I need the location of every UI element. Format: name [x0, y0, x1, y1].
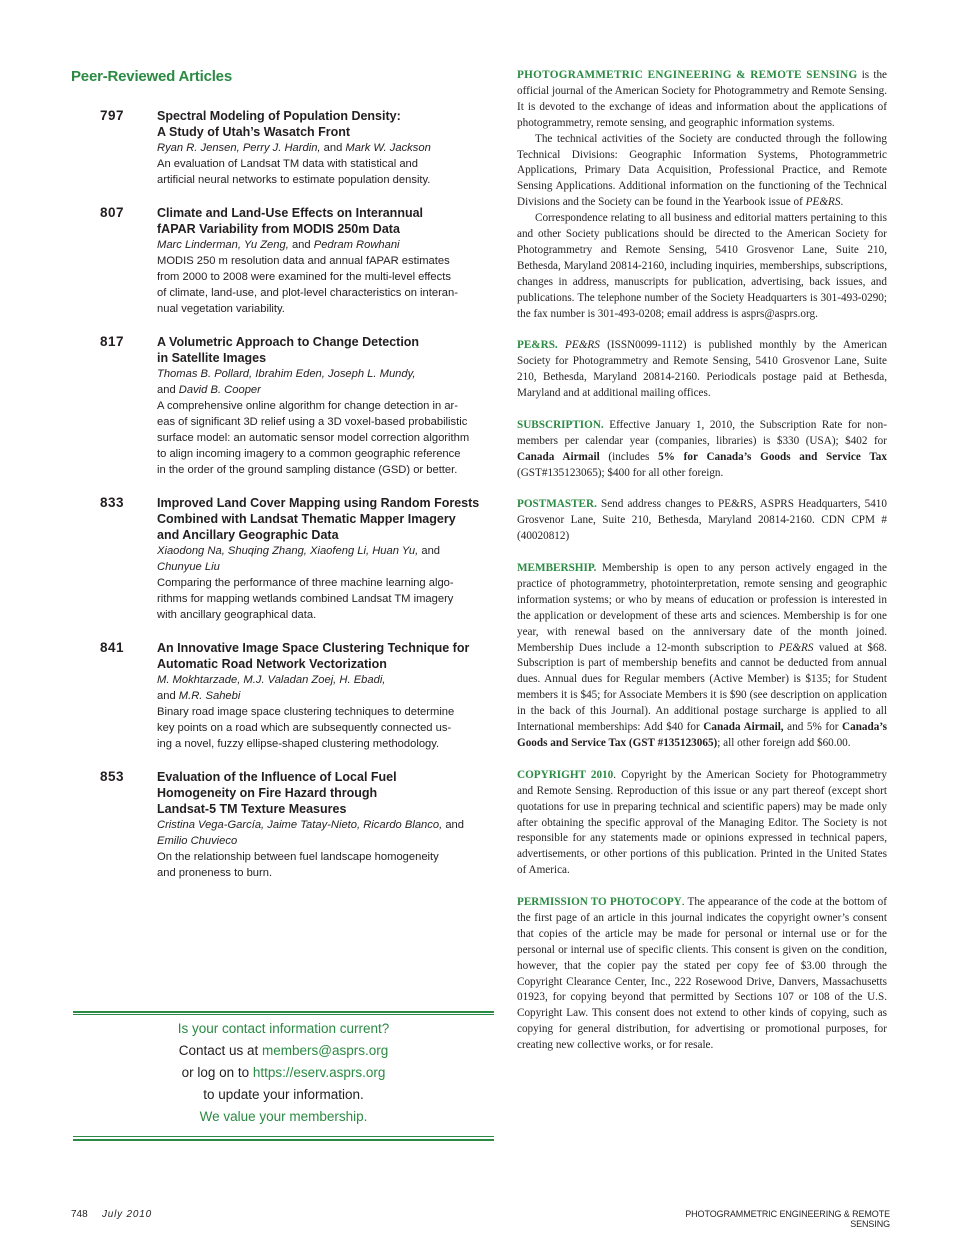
- article-title[interactable]: Spectral Modeling of Population Density: A Study of Utah’s Wasatch Front: [157, 109, 401, 139]
- article-797: [100, 108, 495, 188]
- photocopy-info: PERMISSION TO PHOTOCOPY. The appearance of the code at the bottom of the first page of an article in this journal indicates the copyright owner’s consent that copies of the article may be made for personal or internal use or for the personal or internal use of specific clients. This consent is given on the condition, however, that the copier pay the stated per copy fee of $3.00 through the Copyright Clearance Center, Inc., 222 Rosewood Drive, Danvers, Massachusetts 01923, for copying beyond that permitted by Sections 107 or 108 of the U.S. Copyright Law. This consent does not extend to other kinds of copying, such as copying for general distribution, for advertising or promotional purposes, for creating new collective works, or for resale.: [517, 896, 887, 1052]
- box-rule: [73, 1136, 494, 1137]
- article-page-number: 817: [100, 334, 125, 349]
- article-list: [100, 108, 495, 881]
- article-authors: Marc Linderman, Yu Zeng, and Pedram Rowhani: [157, 239, 400, 251]
- article-page-number: 853: [100, 769, 125, 784]
- pers-heading: PE&RS.: [517, 339, 558, 352]
- page-number: 748: [71, 1209, 88, 1220]
- article-title[interactable]: Climate and Land-Use Effects on Interannual fAPAR Variability from MODIS 250m Data: [157, 206, 424, 236]
- article-authors: Ryan R. Jensen, Perry J. Hardin, and Mark W. Jackson: [157, 142, 431, 154]
- box-rule: [73, 1014, 494, 1015]
- contact-update-line: to update your information.: [203, 1087, 364, 1102]
- contact-info-box: [73, 1010, 494, 1141]
- article-abstract: A comprehensive online algorithm for change detection in ar- eas of significant 3D relief using a 3D voxel-based probabilistic surface model: an automatic sensor model correction algorithm to align incoming imagery to a common geographic reference in the order of the ground sampling distance (GSD) or better.: [157, 400, 470, 476]
- box-rule: [73, 1011, 494, 1013]
- eserv-link[interactable]: https://eserv.asprs.org: [252, 1065, 386, 1080]
- article-page-number: 833: [100, 495, 125, 510]
- copyright-heading: COPYRIGHT 2010: [517, 768, 614, 781]
- masthead-column: [517, 68, 887, 1054]
- article-abstract: On the relationship between fuel landscape homogeneity and proneness to burn.: [157, 851, 439, 879]
- article-page-number: 797: [100, 108, 125, 123]
- article-abstract: Comparing the performance of three machine learning algo- rithms for mapping wetlands combined Landsat TM imagery with ancillary geographical data.: [157, 577, 454, 621]
- article-page-number: 841: [100, 640, 125, 655]
- postmaster-info: POSTMASTER. Send address changes to PE&RS, ASPRS Headquarters, 5410 Grosvenor Lane, Suite 210, Bethesda, Maryland 20814-2160. CDN CPM #(40020812): [517, 498, 887, 543]
- article-817: [100, 334, 495, 478]
- contact-value-line: We value your membership.: [199, 1109, 368, 1124]
- article-title[interactable]: An Innovative Image Space Clustering Technique for Automatic Road Network Vectorization: [157, 641, 470, 671]
- membership-heading: MEMBERSHIP.: [517, 562, 597, 575]
- article-authors: Cristina Vega-García, Jaime Tatay-Nieto, Ricardo Blanco, and Emilio Chuvieco: [157, 819, 464, 847]
- article-807: [100, 205, 495, 317]
- article-authors: Xiaodong Na, Shuqing Zhang, Xiaofeng Li, Huan Yu, and Chunyue Liu: [157, 545, 441, 573]
- article-page-number: 807: [100, 205, 125, 220]
- article-841: [100, 640, 495, 752]
- journal-intro: PHOTOGRAMMETRIC ENGINEERING & REMOTE SENSING is the official journal of the American Society for Photogrammetry and Remote Sensing. It is devoted to the exchange of ideas and information about the applications of photogrammetry, remote sensing, and geographic information systems.: [517, 69, 887, 129]
- journal-heading: PHOTOGRAMMETRIC ENGINEERING & REMOTE SENSING: [517, 69, 858, 81]
- issue-date: July 2010: [102, 1209, 153, 1220]
- contact-email-line: Contact us at members@asprs.org: [178, 1043, 389, 1058]
- correspondence: Correspondence relating to all business and editorial matters pertaining to this and other Society publications should be directed to the American Society for Photogrammetry and Remote Sensing, 5410 Grosvenor Lane, Suite 210, Bethesda, Maryland 20814-2160, including inquiries, memberships, subscriptions, changes in address, manuscripts for publication, advertising, back issues, and publications. The telephone number of the Society Headquarters is 301-493-0290; the fax number is 301-493-0208; email address is asprs@asprs.org.: [517, 212, 887, 320]
- article-authors: M. Mokhtarzade, M.J. Valadan Zoej, H. Ebadi, and M.R. Sahebi: [157, 674, 386, 702]
- subscription-info: SUBSCRIPTION. Effective January 1, 2010, the Subscription Rate for non-members per calendar year (companies, libraries) is $330 (USA); $402 for Canada Airmail (includes 5% for Canada’s Goods and Service Tax (GST#135123065); $400 for all other foreign.: [517, 418, 887, 479]
- article-853: [100, 769, 495, 881]
- article-abstract: MODIS 250 m resolution data and annual fAPAR estimates from 2000 to 2008 were examined for the multi-level effects of climate, land-use, and plot-level characteristics on interan- nual vegetation variability.: [157, 255, 458, 315]
- pers-info: PE&RS. PE&RS (ISSN0099-1112) is published monthly by the American Society for Photogrammetry and Remote Sensing, 5410 Grosvenor Lane, Suite 210, Bethesda, Maryland 20814-2160. Periodicals postage paid at Bethesda, Maryland and at additional mailing offices.: [517, 339, 888, 400]
- article-abstract: An evaluation of Landsat TM data with statistical and artificial neural networks to estimate population density.: [157, 158, 431, 186]
- contact-url-line: or log on to https://eserv.asprs.org: [181, 1065, 386, 1080]
- running-footer: PHOTOGRAMMETRIC ENGINEERING & REMOTE SENSING: [685, 1209, 890, 1229]
- article-abstract: Binary road image space clustering techniques to determine key points on a road which are subsequently connected us- ing a novel, fuzzy ellipse-shaped clustering methodology.: [157, 706, 455, 750]
- box-rule: [73, 1139, 494, 1141]
- photocopy-heading: PERMISSION TO PHOTOCOPY: [517, 896, 682, 909]
- article-title[interactable]: Improved Land Cover Mapping using Random Forests Combined with Landsat Thematic Mapper Imagery and Ancillary Geographic Data: [157, 496, 480, 542]
- membership-info: MEMBERSHIP. Membership is open to any person actively engaged in the practice of photogrammetry, photointerpretation, remote sensing and geographic information systems; or who by means of education or profession is interested in the application or development of these arts and sciences. Membership is for one year, with renewal based on the anniversary date of the month joined. Membership Dues include a 12-month subscription to PE&RS valued at $68. Subscription is part of membership benefits and cannot be deducted from annual dues. Annual dues for Regular members (Active Member) is $135; for Student members it is $45; for Associate Members it is $90 (see description on application in the back of this Journal). An additional postage surcharge is applied to all International memberships: Add $40 for Canada Airmail, and 5% for Canada’s Goods and Service Tax (GST #135123065); all other foreign add $60.00.: [517, 562, 887, 749]
- section-title: Peer-Reviewed Articles: [71, 68, 232, 85]
- copyright-info: COPYRIGHT 2010. Copyright by the American Society for Photogrammetry and Remote Sensing. Reproduction of this issue or any part thereof (except short quotations for use in preparing technical and scientific papers) may be made only after obtaining the specific approval of the Managing Editor. The Society is not responsible for any statements made or opinions expressed in technical papers, advertisements, or other portions of this publication. Printed in the United States of America.: [517, 768, 887, 877]
- postmaster-heading: POSTMASTER.: [517, 498, 597, 511]
- technical-divisions: The technical activities of the Society are conducted through the following Technical Divisions: Geographic Information Systems, Photogrammetric Applications, Primary Data Acquisition, Professional Practice, and Remote Sensing Applications. Additional information on the functioning of the Technical Divisions and the Society can be found in the Yearbook issue of PE&RS.: [517, 132, 887, 209]
- article-title[interactable]: A Volumetric Approach to Change Detection in Satellite Images: [157, 335, 420, 365]
- article-authors: Thomas B. Pollard, Ibrahim Eden, Joseph L. Mundy, and David B. Cooper: [157, 368, 416, 396]
- members-email-link[interactable]: members@asprs.org: [262, 1043, 389, 1058]
- article-title[interactable]: Evaluation of the Influence of Local Fuel Homogeneity on Fire Hazard through Landsat-5 TM Texture Measures: [157, 770, 397, 816]
- subscription-heading: SUBSCRIPTION.: [517, 418, 604, 431]
- contact-question: Is your contact information current?: [177, 1021, 390, 1036]
- article-833: [100, 495, 495, 623]
